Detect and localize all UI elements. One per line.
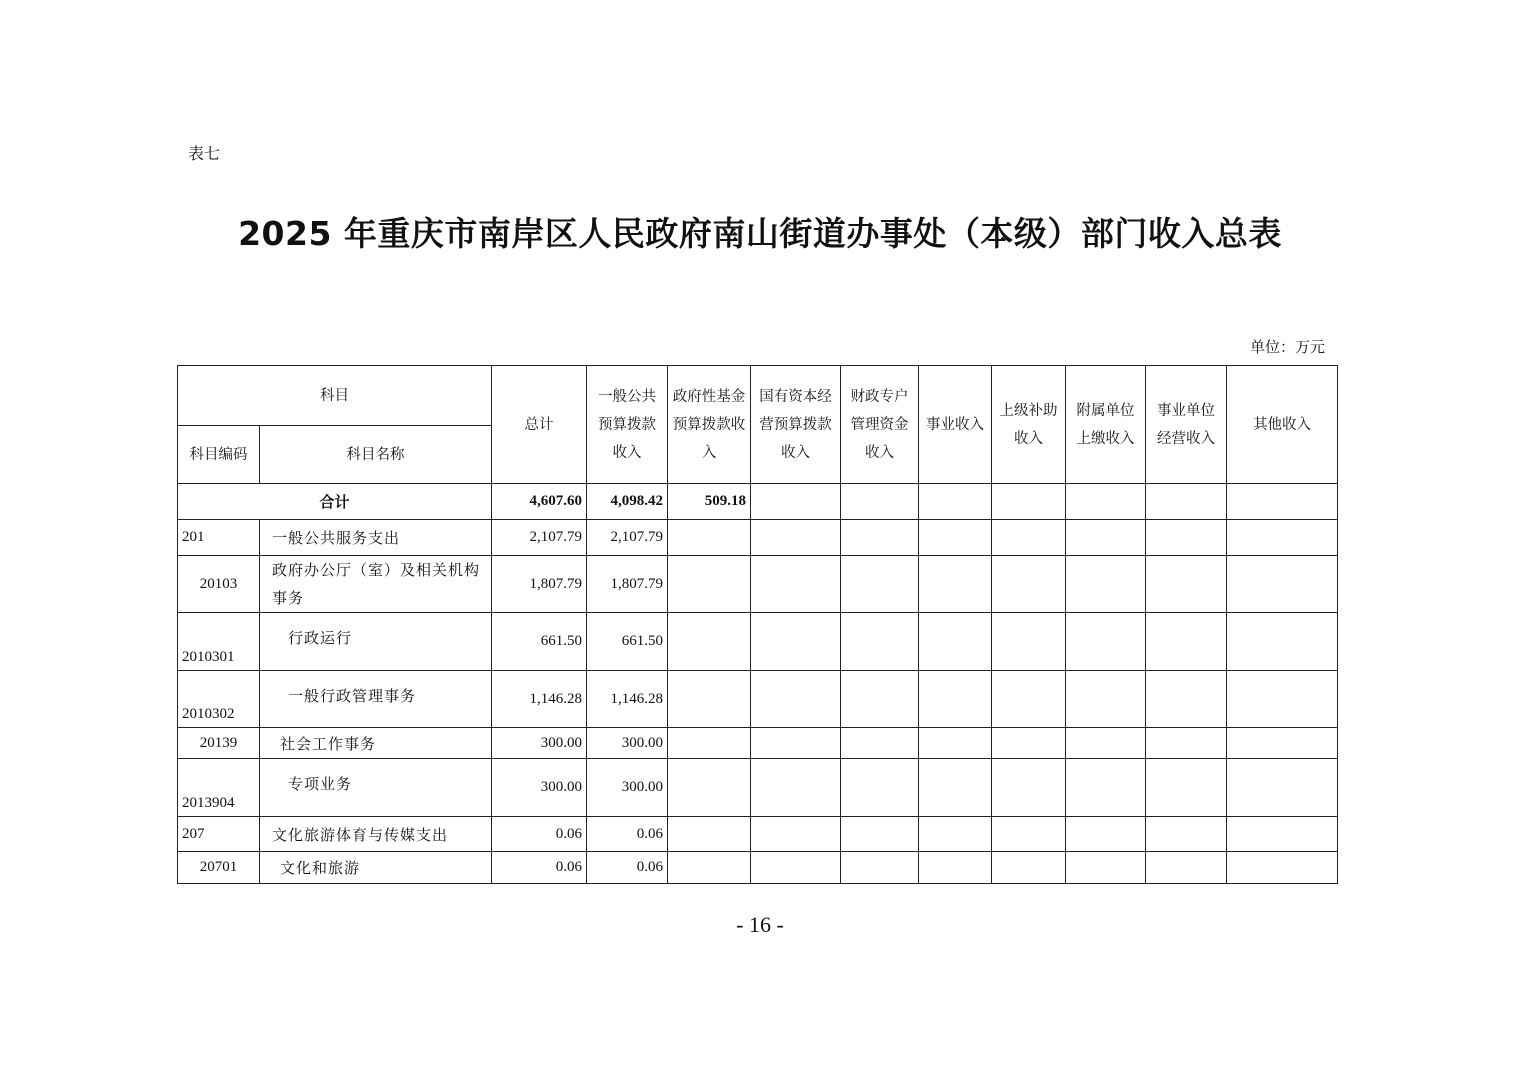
empty-cell (992, 817, 1066, 852)
row-code: 20701 (178, 852, 260, 884)
empty-cell (992, 671, 1066, 728)
empty-cell (668, 671, 751, 728)
empty-cell (751, 728, 841, 759)
empty-cell (1066, 484, 1146, 520)
row-name: 社会工作事务 (260, 728, 492, 759)
row-general-budget: 300.00 (587, 728, 668, 759)
total-general-budget-cell: 4,098.42 (587, 484, 668, 520)
empty-cell (1227, 520, 1338, 556)
empty-cell (1146, 613, 1227, 671)
empty-cell (1146, 484, 1227, 520)
empty-cell (1227, 484, 1338, 520)
empty-cell (992, 852, 1066, 884)
empty-cell (841, 613, 919, 671)
empty-cell (1146, 556, 1227, 613)
empty-cell (919, 671, 992, 728)
empty-cell (1227, 852, 1338, 884)
row-name: 文化和旅游 (260, 852, 492, 884)
empty-cell (751, 671, 841, 728)
header-gov-fund: 政府性基金预算拨款收入 (668, 366, 751, 484)
empty-cell (1066, 852, 1146, 884)
header-fiscal-special: 财政专户管理资金收入 (841, 366, 919, 484)
header-state-capital: 国有资本经营预算拨款收入 (751, 366, 841, 484)
empty-cell (992, 484, 1066, 520)
empty-cell (919, 852, 992, 884)
table-row (178, 817, 1338, 852)
empty-cell (919, 520, 992, 556)
header-business-income: 事业收入 (919, 366, 992, 484)
header-name: 科目名称 (260, 426, 492, 484)
empty-cell (841, 817, 919, 852)
header-superior-subsidy: 上级补助收入 (992, 366, 1066, 484)
row-code: 20139 (178, 728, 260, 759)
row-name: 专项业务 (260, 759, 492, 817)
empty-cell (1227, 759, 1338, 817)
empty-cell (919, 728, 992, 759)
row-code: 207 (178, 817, 260, 852)
header-general-budget: 一般公共预算拨款收入 (587, 366, 668, 484)
empty-cell (1227, 613, 1338, 671)
empty-cell (1146, 852, 1227, 884)
table-row (178, 728, 1338, 759)
empty-cell (668, 520, 751, 556)
empty-cell (1146, 520, 1227, 556)
header-affiliated: 附属单位上缴收入 (1066, 366, 1146, 484)
row-general-budget: 1,807.79 (587, 556, 668, 613)
empty-cell (841, 520, 919, 556)
empty-cell (1227, 671, 1338, 728)
header-other: 其他收入 (1227, 366, 1338, 484)
empty-cell (1146, 671, 1227, 728)
row-total: 0.06 (492, 852, 587, 884)
empty-cell (751, 556, 841, 613)
empty-cell (751, 520, 841, 556)
table-row (178, 556, 1338, 613)
row-name: 行政运行 (260, 613, 492, 671)
empty-cell (1066, 520, 1146, 556)
empty-cell (992, 613, 1066, 671)
total-label: 合计 (178, 484, 492, 520)
row-general-budget: 1,146.28 (587, 671, 668, 728)
empty-cell (1146, 817, 1227, 852)
empty-cell (1227, 817, 1338, 852)
empty-cell (841, 484, 919, 520)
row-code: 201 (178, 520, 260, 556)
page-number: - 16 - (736, 912, 784, 937)
income-table (177, 365, 1338, 884)
row-general-budget: 0.06 (587, 817, 668, 852)
row-general-budget: 300.00 (587, 759, 668, 817)
empty-cell (992, 759, 1066, 817)
empty-cell (841, 728, 919, 759)
empty-cell (1066, 817, 1146, 852)
empty-cell (668, 759, 751, 817)
empty-cell (1227, 728, 1338, 759)
empty-cell (919, 817, 992, 852)
empty-cell (668, 613, 751, 671)
empty-cell (1227, 556, 1338, 613)
empty-cell (1066, 759, 1146, 817)
empty-cell (841, 759, 919, 817)
empty-cell (992, 520, 1066, 556)
total-gov-fund-cell: 509.18 (668, 484, 751, 520)
table-row (178, 671, 1338, 728)
empty-cell (668, 817, 751, 852)
empty-cell (751, 852, 841, 884)
empty-cell (992, 728, 1066, 759)
table-row (178, 852, 1338, 884)
row-code: 2013904 (178, 759, 260, 817)
empty-cell (751, 817, 841, 852)
empty-cell (751, 484, 841, 520)
row-general-budget: 0.06 (587, 852, 668, 884)
empty-cell (919, 759, 992, 817)
row-total: 1,146.28 (492, 671, 587, 728)
empty-cell (841, 671, 919, 728)
header-operating: 事业单位经营收入 (1146, 366, 1227, 484)
row-name: 文化旅游体育与传媒支出 (260, 817, 492, 852)
row-total: 661.50 (492, 613, 587, 671)
empty-cell (919, 484, 992, 520)
row-code: 2010301 (178, 613, 260, 671)
table-row (178, 520, 1338, 556)
empty-cell (751, 759, 841, 817)
empty-cell (1066, 613, 1146, 671)
header-code: 科目编码 (178, 426, 260, 484)
total-cell: 4,607.60 (492, 484, 587, 520)
unit-label: 单位：万元 (1249, 338, 1325, 356)
row-code: 2010302 (178, 671, 260, 728)
row-code: 20103 (178, 556, 260, 613)
empty-cell (668, 728, 751, 759)
empty-cell (668, 556, 751, 613)
table-label: 表七 (188, 144, 221, 163)
empty-cell (841, 852, 919, 884)
row-general-budget: 2,107.79 (587, 520, 668, 556)
empty-cell (919, 613, 992, 671)
empty-cell (751, 613, 841, 671)
row-total: 0.06 (492, 817, 587, 852)
empty-cell (1146, 728, 1227, 759)
header-total: 总计 (492, 366, 587, 484)
empty-cell (992, 556, 1066, 613)
empty-cell (668, 852, 751, 884)
row-total: 300.00 (492, 728, 587, 759)
table-row (178, 759, 1338, 817)
row-name: 一般公共服务支出 (260, 520, 492, 556)
empty-cell (1066, 556, 1146, 613)
empty-cell (1066, 671, 1146, 728)
row-total: 1,807.79 (492, 556, 587, 613)
row-name: 政府办公厅（室）及相关机构事务 (260, 556, 492, 613)
empty-cell (1066, 728, 1146, 759)
header-subject: 科目 (178, 366, 492, 426)
row-general-budget: 661.50 (587, 613, 668, 671)
row-total: 300.00 (492, 759, 587, 817)
empty-cell (1146, 759, 1227, 817)
table-row (178, 613, 1338, 671)
empty-cell (841, 556, 919, 613)
empty-cell (919, 556, 992, 613)
page-title: 2025 年重庆市南岸区人民政府南山街道办事处（本级）部门收入总表 (238, 214, 1282, 253)
header-row-1 (178, 366, 1338, 426)
total-row (178, 484, 1338, 520)
row-total: 2,107.79 (492, 520, 587, 556)
row-name: 一般行政管理事务 (260, 671, 492, 728)
